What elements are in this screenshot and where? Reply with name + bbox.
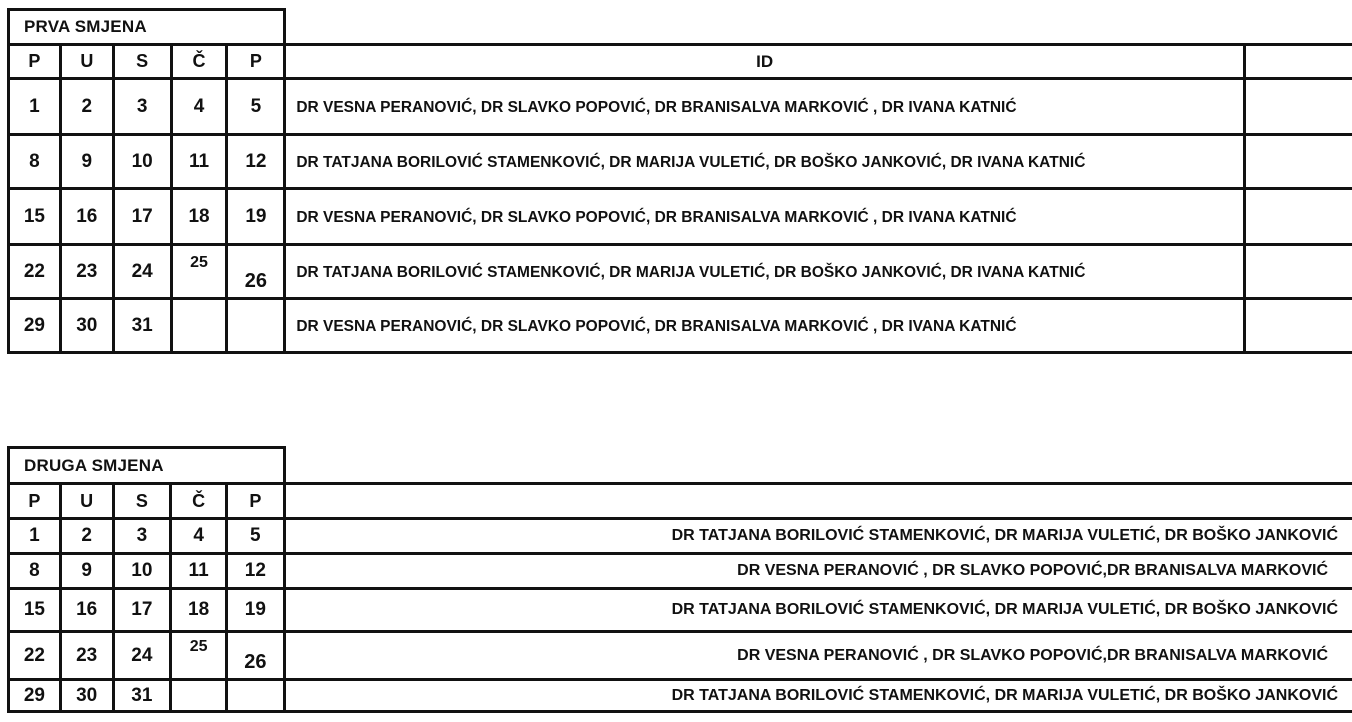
date-cell: 18 — [171, 189, 227, 245]
date-cell: 16 — [60, 189, 113, 245]
date-cell — [171, 299, 227, 353]
table-row — [9, 554, 1352, 589]
empty-header-cell — [284, 484, 1352, 519]
day-header-tue: U — [60, 45, 113, 79]
date-cell: 11 — [171, 554, 227, 589]
date-cell: 30 — [60, 680, 113, 712]
day-header-wed: S — [113, 45, 171, 79]
date-cell: 4 — [171, 79, 227, 135]
date-cell: 4 — [171, 519, 227, 554]
date-cell: 12 — [227, 135, 285, 189]
date-cell: 19 — [226, 589, 284, 632]
doctors-cell: DR TATJANA BORILOVIĆ STAMENKOVIĆ, DR MARIJA VULETIĆ, DR BOŠKO JANKOVIĆ — [284, 519, 1352, 554]
extra-column-cell — [1244, 189, 1352, 245]
doctors-cell: DR TATJANA BORILOVIĆ STAMENKOVIĆ, DR MARIJA VULETIĆ, DR BOŠKO JANKOVIĆ, DR IVANA KATNIĆ — [285, 135, 1245, 189]
table-row — [9, 519, 1352, 554]
date-cell: 8 — [9, 554, 61, 589]
day-header-row — [9, 484, 1352, 519]
day-header-mon: P — [9, 484, 61, 519]
date-cell: 30 — [60, 299, 113, 353]
extra-column-cell — [1244, 135, 1352, 189]
day-header-thu: Č — [171, 484, 227, 519]
table-row — [9, 79, 1352, 135]
date-cell: 3 — [113, 519, 171, 554]
date-cell: 15 — [9, 189, 61, 245]
date-cell: 5 — [226, 519, 284, 554]
date-cell: 29 — [9, 299, 61, 353]
day-header-wed: S — [113, 484, 171, 519]
table-row — [9, 680, 1352, 712]
date-cell: 19 — [227, 189, 285, 245]
date-cell: 26 — [227, 245, 285, 299]
extra-column-cell — [1244, 299, 1352, 353]
date-cell: 10 — [113, 554, 171, 589]
date-cell: 3 — [113, 79, 171, 135]
day-header-mon: P — [9, 45, 61, 79]
prva-smjena-table — [7, 8, 1352, 354]
doctors-cell: DR VESNA PERANOVIĆ, DR SLAVKO POPOVIĆ, DR BRANISALVA MARKOVIĆ , DR IVANA KATNIĆ — [285, 79, 1245, 135]
date-cell: 17 — [113, 189, 171, 245]
table-row — [9, 245, 1352, 299]
date-cell: 11 — [171, 135, 227, 189]
date-cell: 31 — [113, 680, 171, 712]
date-cell: 2 — [60, 79, 113, 135]
date-cell: 10 — [113, 135, 171, 189]
date-cell: 31 — [113, 299, 171, 353]
table-row — [9, 189, 1352, 245]
day-header-thu: Č — [171, 45, 227, 79]
date-cell: 23 — [60, 245, 113, 299]
doctors-cell: DR VESNA PERANOVIĆ, DR SLAVKO POPOVIĆ, DR BRANISALVA MARKOVIĆ , DR IVANA KATNIĆ — [285, 299, 1245, 353]
table-row — [9, 589, 1352, 632]
date-cell: 9 — [60, 554, 113, 589]
date-cell: 18 — [171, 589, 227, 632]
date-cell: 15 — [9, 589, 61, 632]
title-row — [9, 10, 1352, 45]
doctors-cell: DR TATJANA BORILOVIĆ STAMENKOVIĆ, DR MARIJA VULETIĆ, DR BOŠKO JANKOVIĆ — [284, 680, 1352, 712]
date-cell — [171, 680, 227, 712]
shift-title: DRUGA SMJENA — [9, 448, 285, 484]
shift-title: PRVA SMJENA — [9, 10, 285, 45]
date-cell: 22 — [9, 632, 61, 680]
day-header-tue: U — [60, 484, 113, 519]
date-cell: 24 — [113, 632, 171, 680]
date-cell: 1 — [9, 519, 61, 554]
date-cell: 23 — [60, 632, 113, 680]
date-cell: 26 — [226, 632, 284, 680]
date-cell: 22 — [9, 245, 61, 299]
date-cell: 2 — [60, 519, 113, 554]
day-header-row — [9, 45, 1352, 79]
date-cell: 25 — [171, 245, 227, 299]
date-cell: 16 — [60, 589, 113, 632]
day-header-fri: P — [226, 484, 284, 519]
date-cell: 5 — [227, 79, 285, 135]
date-cell: 1 — [9, 79, 61, 135]
extra-column-cell — [1244, 79, 1352, 135]
blank-header-area — [285, 10, 1352, 45]
blank-header-area — [284, 448, 1352, 484]
doctors-cell: DR TATJANA BORILOVIĆ STAMENKOVIĆ, DR MARIJA VULETIĆ, DR BOŠKO JANKOVIĆ, DR IVANA KATNIĆ — [285, 245, 1245, 299]
id-column-header: ID — [285, 45, 1245, 79]
doctors-cell: DR VESNA PERANOVIĆ , DR SLAVKO POPOVIĆ,DR BRANISALVA MARKOVIĆ — [284, 554, 1352, 589]
date-cell: 24 — [113, 245, 171, 299]
date-cell: 9 — [60, 135, 113, 189]
table-row — [9, 135, 1352, 189]
date-cell — [226, 680, 284, 712]
table-row — [9, 299, 1352, 353]
date-cell: 8 — [9, 135, 61, 189]
extra-column-cell — [1244, 245, 1352, 299]
date-cell: 29 — [9, 680, 61, 712]
date-cell: 12 — [226, 554, 284, 589]
day-header-fri: P — [227, 45, 285, 79]
extra-column-cell — [1244, 45, 1352, 79]
doctors-cell: DR TATJANA BORILOVIĆ STAMENKOVIĆ, DR MARIJA VULETIĆ, DR BOŠKO JANKOVIĆ — [284, 589, 1352, 632]
doctors-cell: DR VESNA PERANOVIĆ , DR SLAVKO POPOVIĆ,DR BRANISALVA MARKOVIĆ — [284, 632, 1352, 680]
druga-smjena-table — [7, 446, 1352, 713]
doctors-cell: DR VESNA PERANOVIĆ, DR SLAVKO POPOVIĆ, DR BRANISALVA MARKOVIĆ , DR IVANA KATNIĆ — [285, 189, 1245, 245]
date-cell — [227, 299, 285, 353]
title-row — [9, 448, 1352, 484]
date-cell: 17 — [113, 589, 171, 632]
date-cell: 25 — [171, 632, 227, 680]
table-row — [9, 632, 1352, 680]
